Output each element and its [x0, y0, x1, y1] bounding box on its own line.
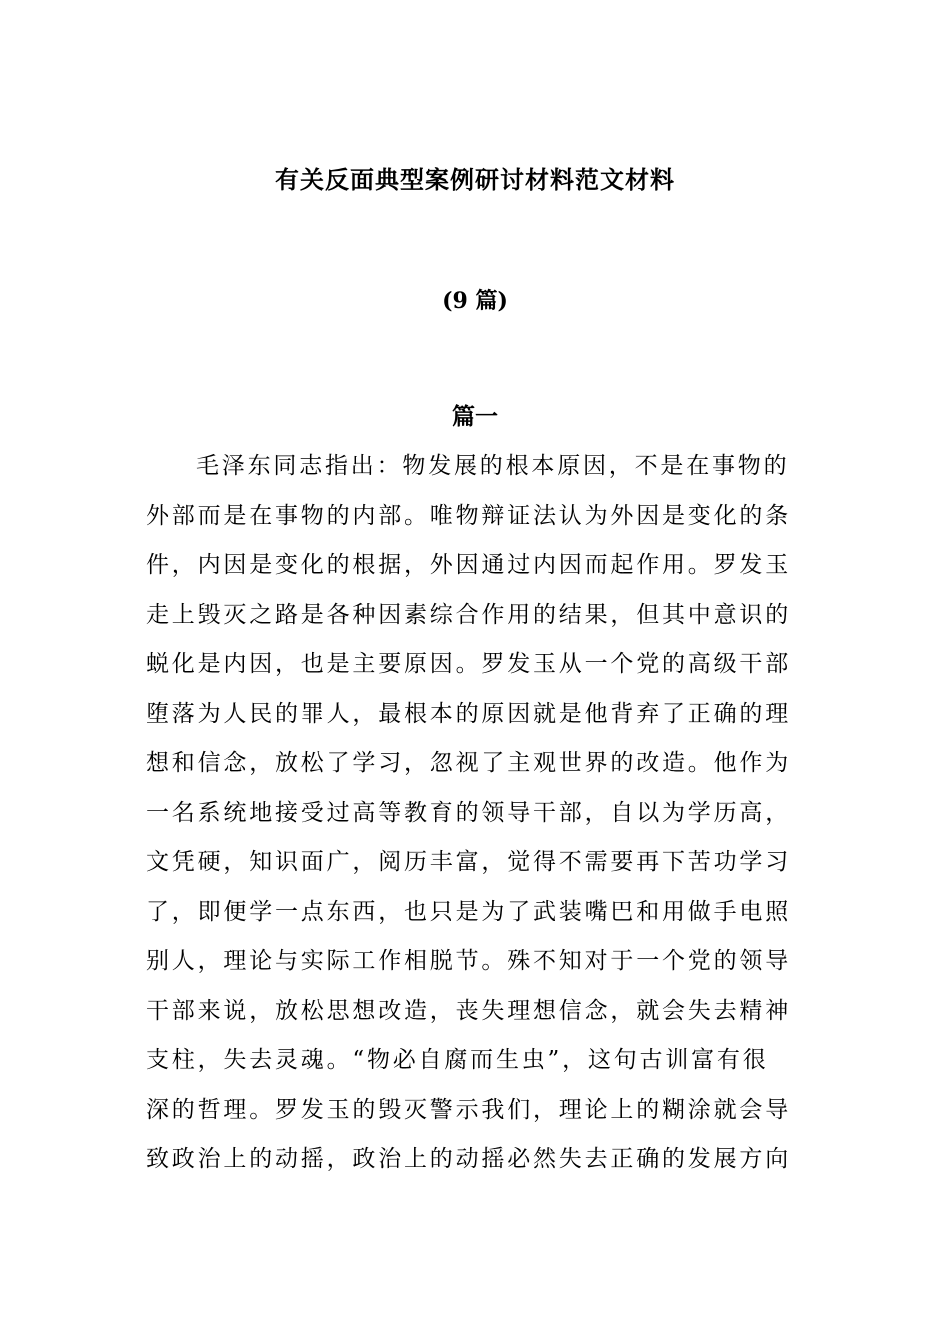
- paragraph-line: 想和信念，放松了学习，忽视了主观世界的改造。他作为: [146, 750, 791, 776]
- paragraph-line: 件，内因是变化的根据，外因通过内因而起作用。罗发玉: [146, 552, 791, 578]
- paragraph-line: 堕落为人民的罪人，最根本的原因就是他背弃了正确的理: [146, 700, 791, 727]
- paragraph-line: 外部而是在事物的内部。唯物辩证法认为外因是变化的条: [146, 502, 791, 529]
- paragraph-line: 一名系统地接受过高等教育的领导干部，自以为学历高，: [146, 799, 791, 826]
- paragraph-line: 文凭硬，知识面广，阅历丰富，觉得不需要再下苦功学习: [146, 849, 791, 875]
- paragraph-line: 别人，理论与实际工作相脱节。殊不知对于一个党的领导: [146, 948, 791, 974]
- paragraph-line: 致政治上的动摇，政治上的动摇必然失去正确的发展方向: [146, 1146, 791, 1172]
- paragraph-line: 支柱，失去灵魂。“物必自腐而生虫”，这句古训富有很: [146, 1047, 769, 1073]
- document-title: 有关反面典型案例研讨材料范文材料: [275, 165, 675, 194]
- body-paragraph: [146, 442, 806, 1185]
- paragraph-line: 毛泽东同志指出：物发展的根本原因，不是在事物的: [196, 453, 790, 479]
- section-heading: 篇一: [452, 403, 498, 430]
- document-subtitle: (9 篇): [442, 288, 508, 314]
- paragraph-line: 深的哲理。罗发玉的毁灭警示我们，理论上的糊涂就会导: [146, 1096, 791, 1123]
- paragraph-line: 干部来说，放松思想改造，丧失理想信念，就会失去精神: [146, 997, 791, 1024]
- paragraph-line: 走上毁灭之路是各种因素综合作用的结果，但其中意识的: [146, 601, 791, 628]
- paragraph-line: 了，即便学一点东西，也只是为了武装嘴巴和用做手电照: [146, 898, 791, 925]
- paragraph-line: 蜕化是内因，也是主要原因。罗发玉从一个党的高级干部: [146, 651, 791, 677]
